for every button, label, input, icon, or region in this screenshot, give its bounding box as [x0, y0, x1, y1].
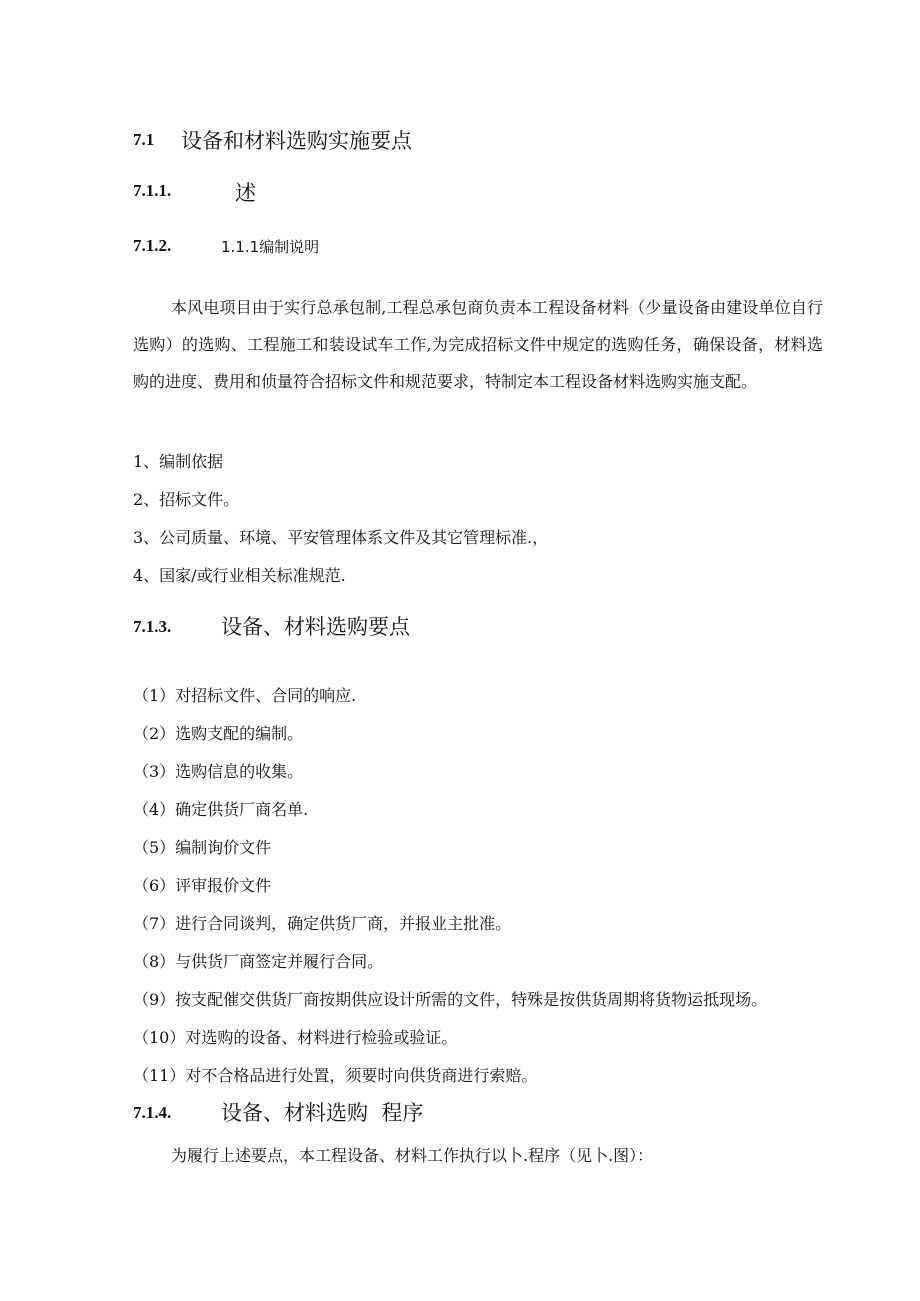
intro-paragraph: 本风电项目由于实行总承包制,工程总承包商负责本工程设备材料（少量设备由建设单位自行选购）的选购、工程施工和装设试车工作,为完成招标文件中规定的选购任务，确保设备，材料选购的进度、费用和侦量符合招标文件和规范要求，特制定本工程设备材料选购实施支配。: [133, 298, 823, 391]
heading-7-1-4-number: 7.1.4.: [133, 1103, 172, 1122]
heading-7-1-number: 7.1: [133, 130, 155, 149]
heading-7-1-3-number: 7.1.3.: [133, 617, 172, 636]
point-item: （11）对不合格品进行处置，须要时向供货商进行索赔。: [133, 1066, 538, 1085]
heading-7-1-1-title: 述: [235, 181, 256, 205]
heading-7-1-4-title: 设备、材料选购 程序: [221, 1101, 424, 1125]
heading-7-1-1-number: 7.1.1.: [133, 181, 172, 200]
point-item: （10）对选购的设备、材料进行检验或验证。: [133, 1028, 458, 1047]
basis-item-1: 1、编制依据: [133, 452, 224, 471]
point-item: （4）确定供货厂商名单.: [133, 800, 309, 819]
heading-7-1-2-title: 1.1.1编制说明: [221, 238, 320, 256]
point-item: （8）与供货厂商签定并履行合同。: [133, 952, 384, 971]
point-item: （3）选购信息的收集。: [133, 762, 304, 781]
point-item: （6）评审报价文件: [133, 876, 272, 895]
point-item: （1）对招标文件、合同的响应.: [133, 686, 357, 705]
point-item: （5）编制询价文件: [133, 838, 272, 857]
heading-7-1-title: 设备和材料选购实施要点: [181, 129, 412, 153]
procedure-sentence: 为履行上述要点，本工程设备、材料工作执行以卜.程序（见卜.图）：: [171, 1146, 654, 1165]
heading-7-1-2-number: 7.1.2.: [133, 236, 172, 255]
basis-item-4: 4、国家/或行业相关标准规范.: [133, 566, 346, 585]
point-item: （7）进行合同谈判，确定供货厂商，并报业主批准。: [133, 914, 512, 933]
point-item: （9）按支配催交供货厂商按期供应设计所需的文件，特殊是按供货周期将货物运抵现场。: [133, 990, 768, 1009]
basis-item-3: 3、公司质量、环境、平安管理体系文件及其它管理标准.，: [133, 528, 549, 547]
basis-item-2: 2、招标文件。: [133, 490, 240, 509]
heading-7-1-3-title: 设备、材料选购要点: [221, 615, 410, 639]
point-item: （2）选购支配的编制。: [133, 724, 304, 743]
